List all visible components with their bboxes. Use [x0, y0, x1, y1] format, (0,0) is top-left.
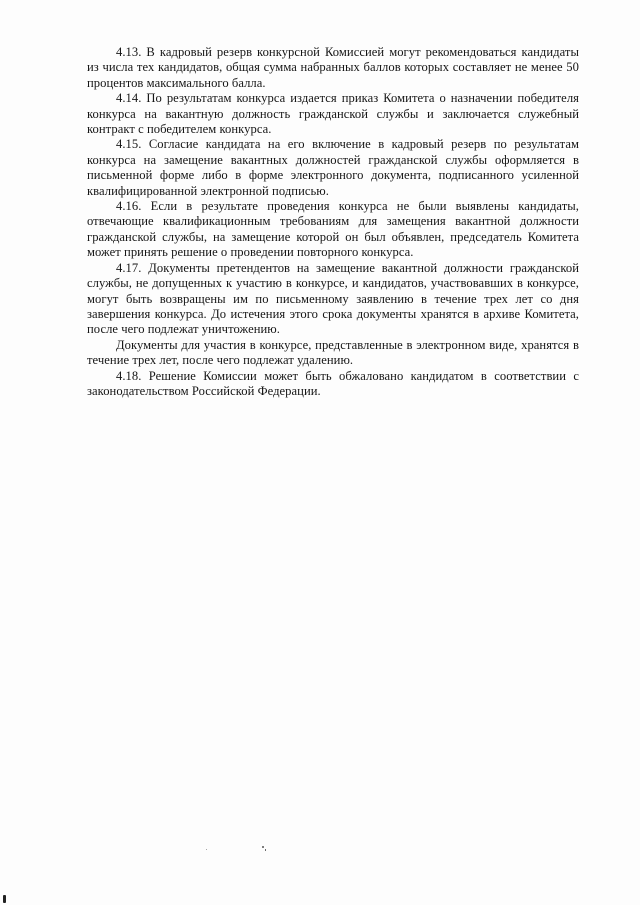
scan-speck — [265, 849, 266, 851]
paragraph-4-14: 4.14. По результатам конкурса издается приказ Комитета о назначении победителя конкурса на вакантную должность гражданской службы и заключается служебный контракт с победителем конкурса. — [87, 91, 579, 137]
scan-speck — [262, 846, 264, 848]
document-body — [87, 45, 579, 399]
paragraph-4-17: 4.17. Документы претендентов на замещение вакантной должности гражданской службы, не допущенных к участию в конкурсе, и кандидатов, участвовавших в конкурсе, могут быть возвращены им по письменному заявлению в течение трех лет со дня завершения конкурса. До истечения этого срока документы хранятся в архиве Комитета, после чего подлежат уничтожению. — [87, 260, 579, 337]
paragraph-4-16: 4.16. Если в результате проведения конкурса не были выявлены кандидаты, отвечающие квалификационным требованиям для замещения вакантной должности гражданской службы, на замещение которой он был объявлен, председатель Комитета может принять решение о проведении повторного конкурса. — [87, 199, 579, 260]
paragraph-4-13: 4.13. В кадровый резерв конкурсной Комиссией могут рекомендоваться кандидаты из числа тех кандидатов, общая сумма набранных баллов которых составляет не менее 50 процентов максимального балла. — [87, 45, 579, 90]
paragraph-4-18: 4.18. Решение Комиссии может быть обжаловано кандидатом в соответствии с законодательством Российской Федерации. — [87, 368, 579, 398]
scan-speck — [206, 849, 207, 850]
paragraph-electronic-documents: Документы для участия в конкурсе, представленные в электронном виде, хранятся в течение трех лет, после чего подлежат удалению. — [87, 337, 579, 368]
scan-speck — [3, 895, 6, 903]
paragraph-4-15: 4.15. Согласие кандидата на его включение в кадровый резерв по результатам конкурса на замещение вакантных должностей гражданской службы оформляется в письменной форме либо в форме электронного документа, подписанного усиленной квалифицированной электронной подписью. — [87, 137, 579, 198]
